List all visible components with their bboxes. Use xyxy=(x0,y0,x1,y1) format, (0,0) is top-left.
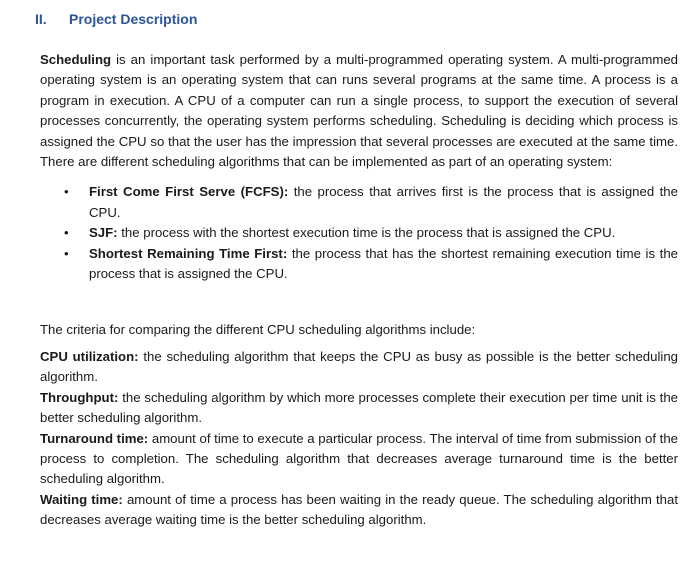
criterion-text: amount of time to execute a particular process. The interval of time from submission of the process to completion. The scheduling algorithm that decreases average turnaround time is the better scheduling algorithm. xyxy=(40,430,678,487)
criterion-text: the scheduling algorithm that keeps the CPU as busy as possible is the better scheduling algorithm. xyxy=(40,348,679,385)
list-item-sjf xyxy=(40,223,678,243)
intro-paragraph xyxy=(40,50,678,172)
list-item-srtf xyxy=(40,244,678,285)
algorithm-text: the process with the shortest execution time is the process that is assigned the CPU. xyxy=(117,225,616,241)
criterion-throughput xyxy=(40,388,678,429)
criterion-term: Throughput: xyxy=(40,389,119,405)
bullet-icon: • xyxy=(64,184,69,200)
algorithm-term: First Come First Serve (FCFS): xyxy=(89,184,289,200)
algorithm-text: the process that has the shortest remaining execution time is the process that is assigned the CPU. xyxy=(89,245,679,282)
bullet-icon: • xyxy=(64,225,69,241)
section-title: Project Description xyxy=(69,11,198,27)
criterion-turnaround-time xyxy=(40,429,678,490)
criteria-intro: The criteria for comparing the different CPU scheduling algorithms include: xyxy=(40,322,476,338)
algorithm-term: SJF: xyxy=(89,225,118,241)
section-heading xyxy=(35,11,197,27)
criterion-term: CPU utilization: xyxy=(40,348,139,364)
criterion-text: amount of time a process has been waiting in the ready queue. The scheduling algorithm that decreases average waiting time is the better scheduling algorithm. xyxy=(40,491,679,528)
intro-text: is an important task performed by a multi-programmed operating system. A multi-programmed operating system is an operating system that can runs several programs at the same time. A process is a program in execution. A CPU of a computer can run a single process, to support the execution of several processes concurrently, the operating system performs scheduling. Scheduling is deciding which process is assigned the CPU so that the user has the impression that several processes are executed at the same time. There are different scheduling algorithms that can be implemented as part of an operating system: xyxy=(40,52,678,170)
section-body xyxy=(40,50,678,531)
algorithm-text: the process that arrives first is the process that is assigned the CPU. xyxy=(89,184,678,220)
section-number: II. xyxy=(35,11,47,27)
list-item-fcfs xyxy=(40,182,678,223)
algorithm-list xyxy=(40,182,678,284)
algorithm-term: Shortest Remaining Time First: xyxy=(89,245,288,261)
criterion-waiting-time xyxy=(40,490,678,531)
intro-term: Scheduling xyxy=(40,52,112,67)
criterion-cpu-utilization xyxy=(40,347,678,388)
criterion-term: Waiting time: xyxy=(40,491,123,507)
bullet-icon: • xyxy=(64,245,69,261)
criterion-term: Turnaround time: xyxy=(40,430,149,446)
criterion-text: the scheduling algorithm by which more processes complete their execution per time unit is the better scheduling algorithm. xyxy=(40,389,678,426)
